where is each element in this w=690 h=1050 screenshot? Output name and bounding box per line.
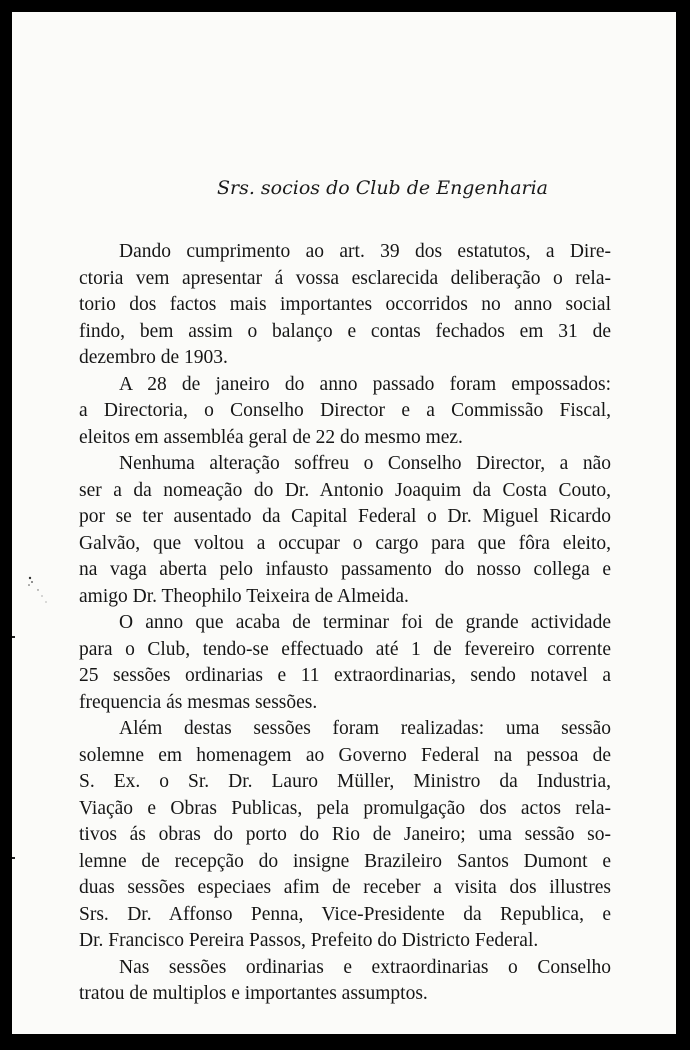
paragraph	[79, 610, 611, 716]
text-line: dezembro de 1903.	[79, 347, 228, 368]
text-line: Viação e Obras Publicas, pela promulgação dos actos rela-	[79, 797, 611, 819]
text-line: duas sessões especiaes afim de receber a visita dos illustres	[79, 877, 611, 898]
text-line: para o Club, tendo-se effectuado até 1 de fevereiro corrente	[79, 638, 611, 660]
text-line: tivos ás obras do porto do Rio de Janeiro; uma sessão so-	[79, 824, 611, 845]
text-line: torio dos factos mais importantes occorridos no anno social	[79, 294, 611, 315]
text-line: na vaga aberta pelo infausto passamento do nosso collega e	[79, 559, 611, 580]
text-line: frequencia ás mesmas sessões.	[79, 691, 318, 713]
paragraph	[79, 239, 611, 372]
text-line: Srs. Dr. Affonso Penna, Vice-Presidente da Republica, e	[79, 903, 611, 925]
text-line: solemne em homenagem ao Governo Federal na pessoa de	[79, 744, 611, 766]
edge-mark	[12, 857, 15, 859]
text-line: Dr. Francisco Pereira Passos, Prefeito do Districto Federal.	[79, 930, 539, 951]
report-body	[79, 239, 611, 1008]
paragraph	[79, 451, 611, 610]
text-line: por se ter ausentado da Capital Federal o Dr. Miguel Ricardo	[79, 506, 611, 527]
text-line: ctoria vem apresentar á vossa esclarecida deliberação o rela-	[79, 267, 611, 289]
page-speck-marks	[20, 572, 50, 612]
text-line: findo, bem assim o balanço e contas fechados em 31 de	[79, 320, 611, 342]
text-line: lemne de recepção do insigne Brazileiro Santos Dumont e	[79, 850, 611, 872]
text-line: tratou de multiplos e importantes assumptos.	[79, 983, 428, 1004]
text-line: Nas sessões ordinarias e extraordinarias o Conselho	[119, 956, 611, 978]
text-line: a Directoria, o Conselho Director e a Commissão Fiscal,	[79, 400, 611, 421]
text-line: A 28 de janeiro do anno passado foram empossados:	[119, 373, 611, 395]
text-line: ser a da nomeação do Dr. Antonio Joaquim da Costa Couto,	[79, 479, 611, 501]
text-line: S. Ex. o Sr. Dr. Lauro Müller, Ministro da Industria,	[79, 771, 611, 792]
paragraph	[79, 372, 611, 452]
text-line: O anno que acaba de terminar foi de grande actividade	[119, 612, 611, 633]
document-page	[12, 12, 676, 1034]
edge-mark	[12, 636, 15, 638]
paragraph	[79, 716, 611, 955]
paragraph	[79, 955, 611, 1008]
text-line: 25 sessões ordinarias e 11 extraordinarias, sendo notavel a	[79, 665, 611, 686]
text-line: Além destas sessões foram realizadas: uma sessão	[119, 718, 611, 739]
text-line: amigo Dr. Theophilo Teixeira de Almeida.	[79, 585, 409, 607]
text-line: Nenhuma alteração soffreu o Conselho Director, a não	[119, 453, 611, 474]
text-line: eleitos em assembléa geral de 22 do mesmo mez.	[79, 426, 463, 448]
text-line: Dando cumprimento ao art. 39 dos estatutos, a Dire-	[119, 241, 611, 262]
text-line: Galvão, que voltou a occupar o cargo para que fôra eleito,	[79, 532, 611, 554]
salutation-heading: Srs. socios do Club de Engenharia	[217, 177, 549, 199]
